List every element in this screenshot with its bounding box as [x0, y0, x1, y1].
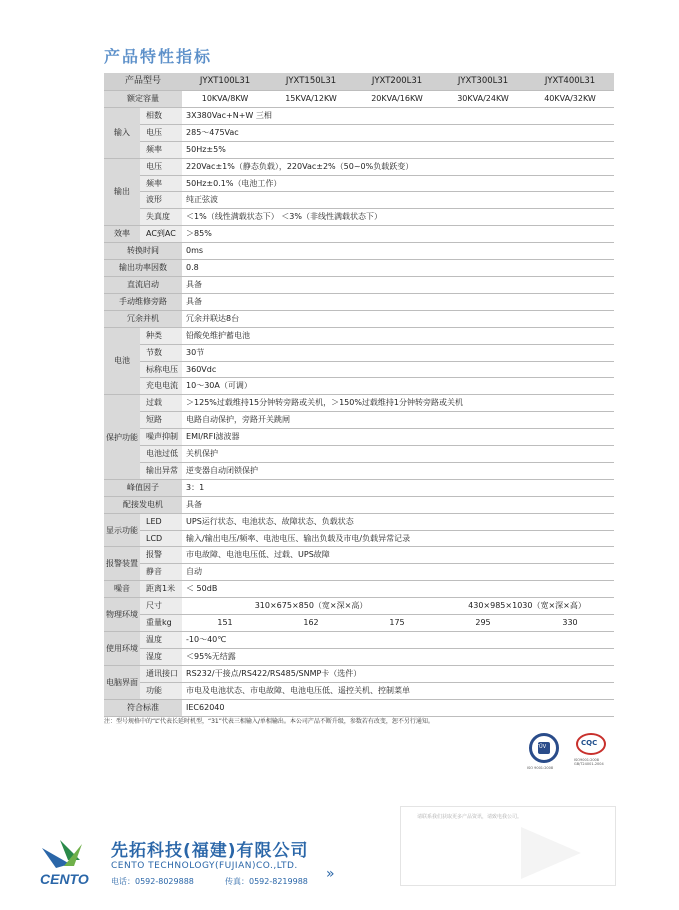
- row-label: 功能: [140, 682, 182, 699]
- table-row: [104, 124, 614, 141]
- row-label: 电压: [140, 158, 182, 175]
- table-row: [104, 547, 614, 564]
- company-fax: 传真：0592-8219988: [225, 877, 308, 886]
- company-name-en: CENTO TECHNOLOGY(FUJIAN)CO.,LTD.: [111, 861, 298, 871]
- output-category: 输出: [104, 158, 140, 226]
- table-row: [104, 446, 614, 463]
- cqc-label: CQC: [581, 739, 598, 747]
- row-label: 短路: [140, 412, 182, 429]
- size-small: 310×675×850（宽×深×高）: [182, 598, 440, 615]
- row-label: 波形: [140, 192, 182, 209]
- row-value: 10～30A（可调）: [182, 378, 614, 395]
- row-value: 220Vac±1%（静态负载），220Vac±2%（50~0%负载跃变）: [182, 158, 614, 175]
- row-label: 噪声抑制: [140, 429, 182, 446]
- row-value: ＜95%无结露: [182, 648, 614, 665]
- capacity-value: 10KVA/8KW: [182, 91, 268, 108]
- row-value: 0ms: [182, 243, 614, 260]
- alarm-category: 报警装置: [104, 547, 140, 581]
- table-row: [104, 699, 614, 716]
- table-row: [104, 327, 614, 344]
- row-label: 冗余并机: [104, 310, 182, 327]
- table-row: [104, 682, 614, 699]
- double-chevron-icon: »: [326, 866, 335, 882]
- row-label: 充电电流: [140, 378, 182, 395]
- model-4: JYXT300L31: [440, 73, 526, 91]
- capacity-value: 40KVA/32KW: [526, 91, 614, 108]
- table-row: [104, 344, 614, 361]
- noise-category: 噪音: [104, 581, 140, 598]
- efficiency-category: 效率: [104, 226, 140, 243]
- table-row: [104, 648, 614, 665]
- row-label: 输出功率因数: [104, 260, 182, 277]
- row-value: ＞85%: [182, 226, 614, 243]
- table-row: [104, 496, 614, 513]
- row-label: 尺寸: [140, 598, 182, 615]
- row-value: 50Hz±0.1%（电池工作）: [182, 175, 614, 192]
- row-value: 3X380Vac+N+W 三相: [182, 107, 614, 124]
- row-value: ＞125%过载维持15分钟转旁路或关机，＞150%过载维持1分钟转旁路或关机: [182, 395, 614, 412]
- table-row: [104, 276, 614, 293]
- row-label: 节数: [140, 344, 182, 361]
- table-row: [104, 665, 614, 682]
- row-label: 手动维修旁路: [104, 293, 182, 310]
- model-3: JYXT200L31: [354, 73, 440, 91]
- row-label: 失真度: [140, 209, 182, 226]
- model-2: JYXT150L31: [268, 73, 354, 91]
- env-category: 使用环境: [104, 632, 140, 666]
- cqc-note: ISO9001:2008 GB/T24001-2004: [574, 758, 604, 766]
- row-label: 静音: [140, 564, 182, 581]
- row-label: 符合标准: [104, 699, 182, 716]
- company-logo-icon: [40, 838, 104, 888]
- table-row: [104, 107, 614, 124]
- row-value: 50Hz±5%: [182, 141, 614, 158]
- table-row: [104, 530, 614, 547]
- row-value: 0.8: [182, 260, 614, 277]
- row-label: 峰值因子: [104, 479, 182, 496]
- table-row: [104, 429, 614, 446]
- row-label: AC到AC: [140, 226, 182, 243]
- table-row: [104, 395, 614, 412]
- row-value: 285～475Vac: [182, 124, 614, 141]
- row-value: 冗余并联达8台: [182, 310, 614, 327]
- row-label: 频率: [140, 175, 182, 192]
- row-value: 具备: [182, 496, 614, 513]
- battery-category: 电池: [104, 327, 140, 395]
- row-label: LCD: [140, 530, 182, 547]
- row-label: 直流启动: [104, 276, 182, 293]
- table-row: [104, 361, 614, 378]
- tuv-cert-icon: [529, 733, 559, 763]
- display-category: 显示功能: [104, 513, 140, 547]
- row-value: 具备: [182, 276, 614, 293]
- row-value: -10～40℃: [182, 632, 614, 649]
- footnote: 注：型号规格中的“L”代表长延时机型，“31”代表三相输入/单相输出。本公司产品不断升级，参数若有改变，恕不另行通知。: [104, 718, 434, 725]
- row-label: 相数: [140, 107, 182, 124]
- table-row: [104, 462, 614, 479]
- weight-value: 330: [526, 615, 614, 632]
- company-tel: 电话：0592-8029888: [111, 877, 194, 886]
- row-value: 市电及电池状态、市电故障、电池电压低、遥控关机、控制菜单: [182, 682, 614, 699]
- table-row: [104, 632, 614, 649]
- table-row: [104, 513, 614, 530]
- row-label: 重量kg: [140, 615, 182, 632]
- row-value: IEC62040: [182, 699, 614, 716]
- table-row: [104, 581, 614, 598]
- info-box: [400, 806, 616, 886]
- row-value: 自动: [182, 564, 614, 581]
- info-box-text: 请联系我们获取更多产品资讯，请致电我公司。: [417, 814, 523, 820]
- row-label: 过载: [140, 395, 182, 412]
- row-value: 电路自动保护，旁路开关跳闸: [182, 412, 614, 429]
- arrow-icon: [521, 827, 581, 879]
- row-label: 距离1米: [140, 581, 182, 598]
- company-name-cn: 先拓科技(福建)有限公司: [111, 841, 309, 861]
- row-value: 3：1: [182, 479, 614, 496]
- table-row: [104, 192, 614, 209]
- table-row: [104, 260, 614, 277]
- table-row: [104, 378, 614, 395]
- model-1: JYXT100L31: [182, 73, 268, 91]
- weight-value: 151: [182, 615, 268, 632]
- physical-category: 物理环境: [104, 598, 140, 632]
- model-label: 产品型号: [104, 73, 182, 91]
- row-value: 逆变器自动闭锁保护: [182, 462, 614, 479]
- row-label: 转换时间: [104, 243, 182, 260]
- row-value: 输入/输出电压/频率、电池电压、输出负载及市电/负载异常记录: [182, 530, 614, 547]
- row-value: 30节: [182, 344, 614, 361]
- capacity-label: 额定容量: [104, 91, 182, 108]
- size-large: 430×985×1030（宽×深×高）: [440, 598, 614, 615]
- protection-category: 保护功能: [104, 395, 140, 480]
- weight-value: 162: [268, 615, 354, 632]
- row-value: UPS运行状态、电池状态、故障状态、负载状态: [182, 513, 614, 530]
- row-label: 种类: [140, 327, 182, 344]
- table-header-row: [104, 73, 614, 91]
- row-value: 市电故障、电池电压低、过载、UPS故障: [182, 547, 614, 564]
- row-label: 输出异常: [140, 462, 182, 479]
- row-label: 湿度: [140, 648, 182, 665]
- table-row: [104, 412, 614, 429]
- row-label: 频率: [140, 141, 182, 158]
- row-label: 温度: [140, 632, 182, 649]
- row-label: 电压: [140, 124, 182, 141]
- pc-category: 电脑界面: [104, 665, 140, 699]
- page-title: 产品特性指标: [104, 47, 213, 66]
- row-label: 标称电压: [140, 361, 182, 378]
- table-row: [104, 615, 614, 632]
- row-value: 360Vdc: [182, 361, 614, 378]
- row-label: 报警: [140, 547, 182, 564]
- capacity-value: 30KVA/24KW: [440, 91, 526, 108]
- row-value: ＜ 50dB: [182, 581, 614, 598]
- cqc-cert-icon: [576, 733, 606, 755]
- capacity-value: 20KVA/16KW: [354, 91, 440, 108]
- weight-value: 175: [354, 615, 440, 632]
- row-label: 配接发电机: [104, 496, 182, 513]
- table-row: [104, 141, 614, 158]
- table-row: [104, 226, 614, 243]
- table-row: [104, 175, 614, 192]
- row-value: RS232/干接点/RS422/RS485/SNMP卡（选件）: [182, 665, 614, 682]
- capacity-value: 15KVA/12KW: [268, 91, 354, 108]
- input-category: 输入: [104, 107, 140, 158]
- table-row: [104, 598, 614, 615]
- tuv-note: ISO 9001:2008: [527, 766, 554, 770]
- row-value: 关机保护: [182, 446, 614, 463]
- table-row: [104, 91, 614, 108]
- table-row: [104, 479, 614, 496]
- model-5: JYXT400L31: [526, 73, 614, 91]
- row-value: 具备: [182, 293, 614, 310]
- row-value: EMI/RFI滤波器: [182, 429, 614, 446]
- table-row: [104, 564, 614, 581]
- row-label: 通讯接口: [140, 665, 182, 682]
- weight-value: 295: [440, 615, 526, 632]
- logo-text: CENTO: [40, 871, 89, 887]
- tuv-label: TÜV: [536, 744, 547, 750]
- spec-table: [104, 73, 614, 717]
- row-value: 纯正弦波: [182, 192, 614, 209]
- row-value: ＜1%（线性满载状态下） ＜3%（非线性满载状态下）: [182, 209, 614, 226]
- table-row: [104, 209, 614, 226]
- table-row: [104, 310, 614, 327]
- row-label: LED: [140, 513, 182, 530]
- table-row: [104, 158, 614, 175]
- table-row: [104, 293, 614, 310]
- row-label: 电池过低: [140, 446, 182, 463]
- table-row: [104, 243, 614, 260]
- row-value: 铅酸免维护蓄电池: [182, 327, 614, 344]
